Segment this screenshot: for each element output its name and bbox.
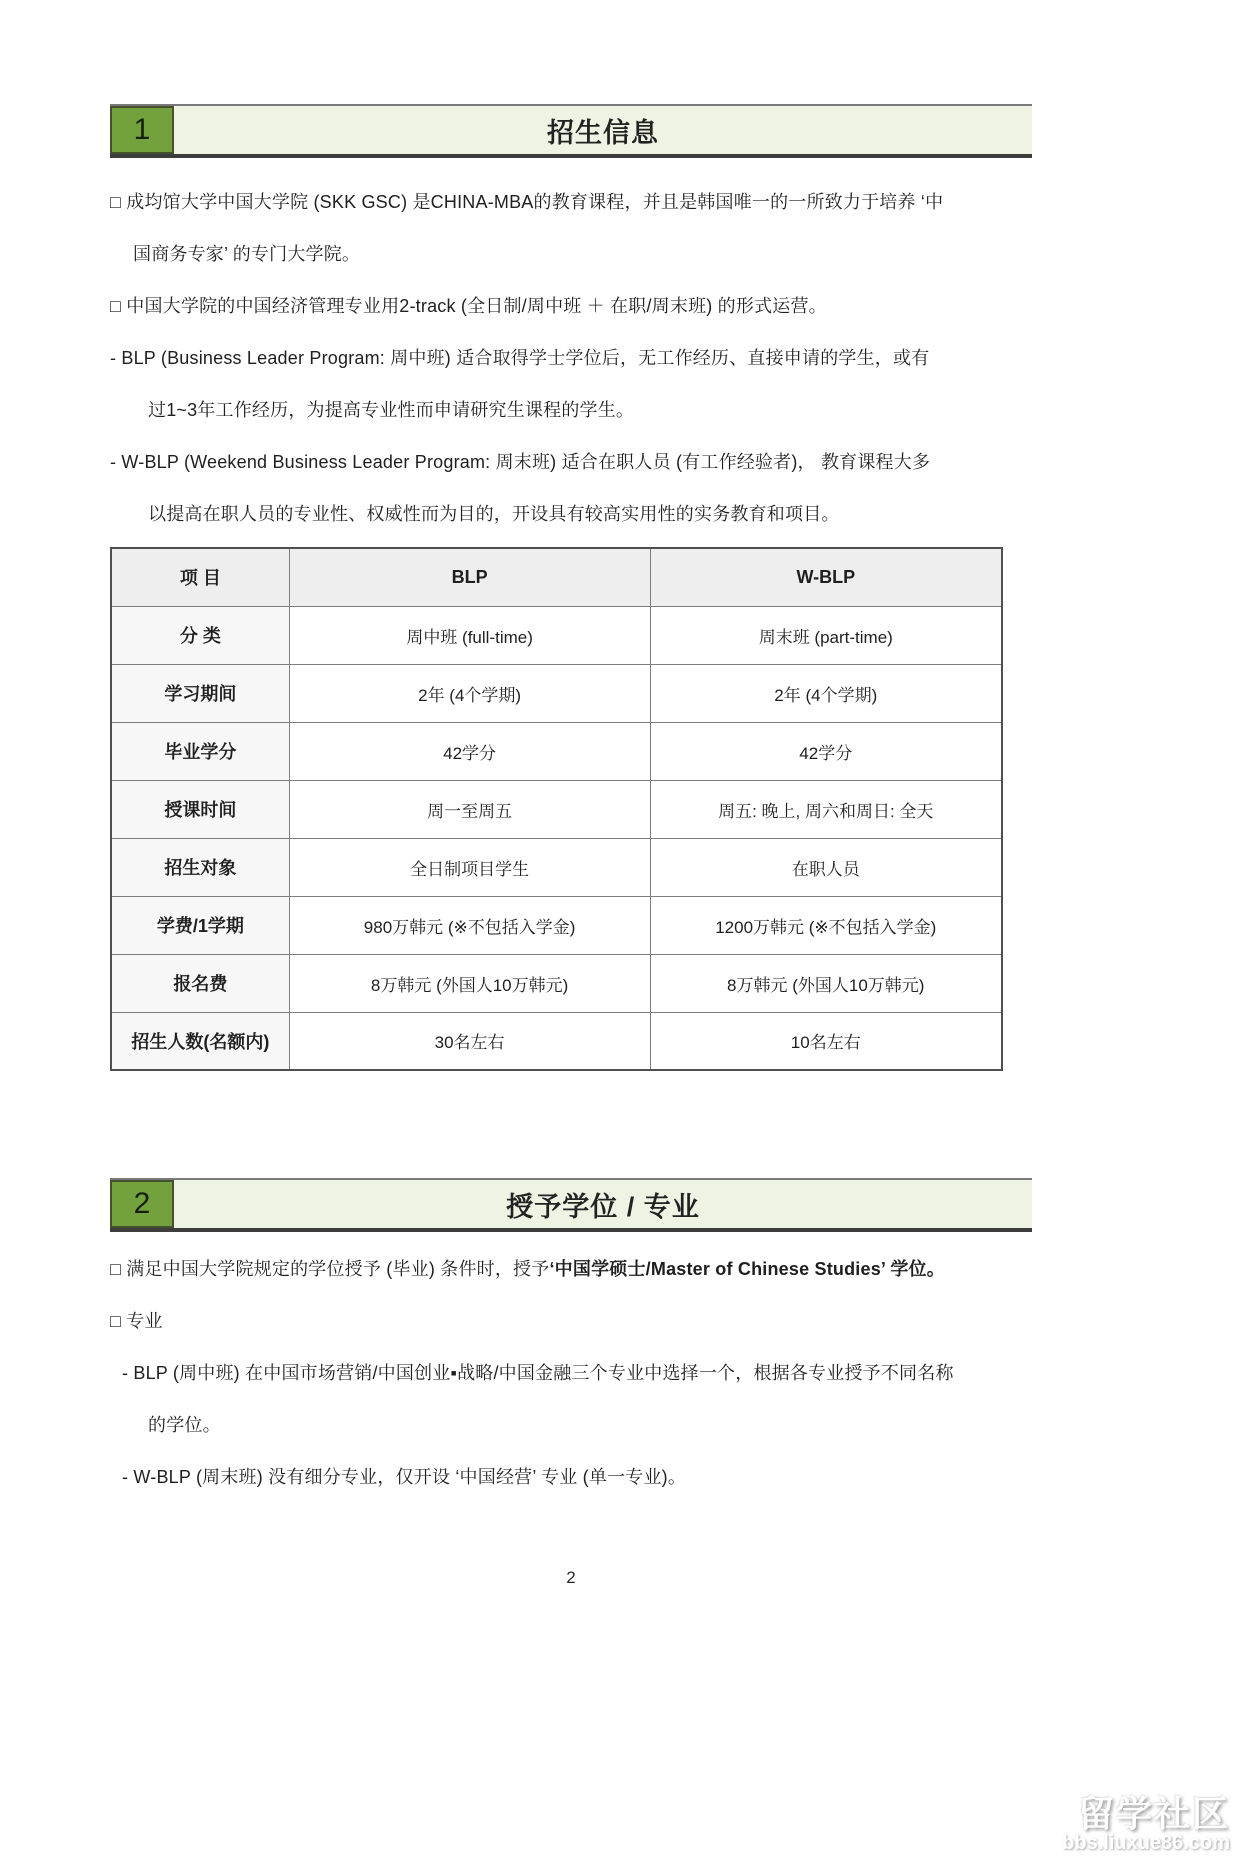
watermark-title: 留学社区 [1077,1793,1230,1835]
table-cell: 周一至周五 [289,780,650,838]
section2-paragraphs [110,1242,1032,1502]
row-header-cell: 招生人数(名额内) [111,1012,289,1070]
table-cell: 在职人员 [650,838,1002,896]
table-cell: 周中班 (full-time) [289,606,650,664]
table-cell: 2年 (4个学期) [650,664,1002,722]
table-header-cell: W-BLP [650,548,1002,606]
page-content [110,104,1032,1588]
row-header-cell: 学习期间 [111,664,289,722]
paragraph-line: - BLP (Business Leader Program: 周中班) 适合取得学士学位后，无工作经历、直接申请的学生，或有 [110,348,930,368]
table-row [111,664,1002,722]
section1-header [110,104,1032,158]
table-cell: 周末班 (part-time) [650,606,1002,664]
row-header-cell: 毕业学分 [111,722,289,780]
program-comparison-table [110,547,1003,1071]
paragraph-line: 以提高在职人员的专业性、权威性而为目的，开设具有较高实用性的实务教育和项目。 [148,504,840,524]
table-cell: 10名左右 [650,1012,1002,1070]
row-header-cell: 招生对象 [111,838,289,896]
table-row [111,722,1002,780]
watermark [1062,1795,1230,1854]
section2-header [110,1178,1032,1232]
table-cell: 2年 (4个学期) [289,664,650,722]
table-cell: 42学分 [289,722,650,780]
paragraph-line: 国商务专家’ 的专门大学院。 [133,244,361,264]
table-row [111,896,1002,954]
paragraph-line: - W-BLP (周末班) 没有细分专业，仅开设 ‘中国经营’ 专业 (单一专业)。 [122,1467,687,1487]
table-row [111,838,1002,896]
row-header-cell: 分 类 [111,606,289,664]
table-cell: 全日制项目学生 [289,838,650,896]
section2-title: 授予学位 / 专业 [506,1191,700,1222]
table-row [111,954,1002,1012]
paragraph-line: □ 成均馆大学中国大学院 (SKK GSC) 是CHINA-MBA的教育课程，并且是韩国唯一的一所致力于培养 ‘中 [110,192,944,212]
paragraph-line: 的学位。 [148,1415,221,1435]
table-cell: 30名左右 [289,1012,650,1070]
paragraph-line: - W-BLP (Weekend Business Leader Program: 周末班) 适合在职人员 (有工作经验者)， 教育课程大多 [110,452,931,472]
row-header-cell: 学费/1学期 [111,896,289,954]
row-header-cell: 授课时间 [111,780,289,838]
table-cell: 980万韩元 (※不包括入学金) [289,896,650,954]
section1-paragraphs [110,175,1032,539]
watermark-url: bbs.liuxue86.com [1062,1832,1230,1854]
section1-title: 招生信息 [547,117,659,148]
degree-line-text: □ 满足中国大学院规定的学位授予 (毕业) 条件时，授予 [110,1259,550,1279]
table-row [111,780,1002,838]
table-header-row [111,548,1002,606]
paragraph-line: □ 中国大学院的中国经济管理专业用2-track (全日制/周中班 ＋ 在职/周末班) 的形式运营。 [110,296,827,316]
section1-number-badge: 1 [110,106,174,154]
row-header-cell: 报名费 [111,954,289,1012]
paragraph-line [110,1242,1032,1294]
paragraph-line: - BLP (周中班) 在中国市场营销/中国创业▪战略/中国金融三个专业中选择一个，根据各专业授予不同名称 [122,1363,954,1383]
table-cell: 周五: 晚上, 周六和周日: 全天 [650,780,1002,838]
table-header-cell: 项 目 [111,548,289,606]
section2-number-badge: 2 [110,1180,174,1228]
page-number: 2 [566,1568,576,1587]
table-cell: 8万韩元 (外国人10万韩元) [289,954,650,1012]
degree-name-bold: ‘中国学硕士/Master of Chinese Studies’ 学位。 [549,1259,945,1279]
table-header-cell: BLP [289,548,650,606]
table-cell: 42学分 [650,722,1002,780]
paragraph-line: □ 专业 [110,1311,163,1331]
paragraph-line: 过1~3年工作经历，为提高专业性而申请研究生课程的学生。 [148,400,635,420]
table-row [111,606,1002,664]
table-row [111,1012,1002,1070]
table-cell: 1200万韩元 (※不包括入学金) [650,896,1002,954]
table-cell: 8万韩元 (外国人10万韩元) [650,954,1002,1012]
